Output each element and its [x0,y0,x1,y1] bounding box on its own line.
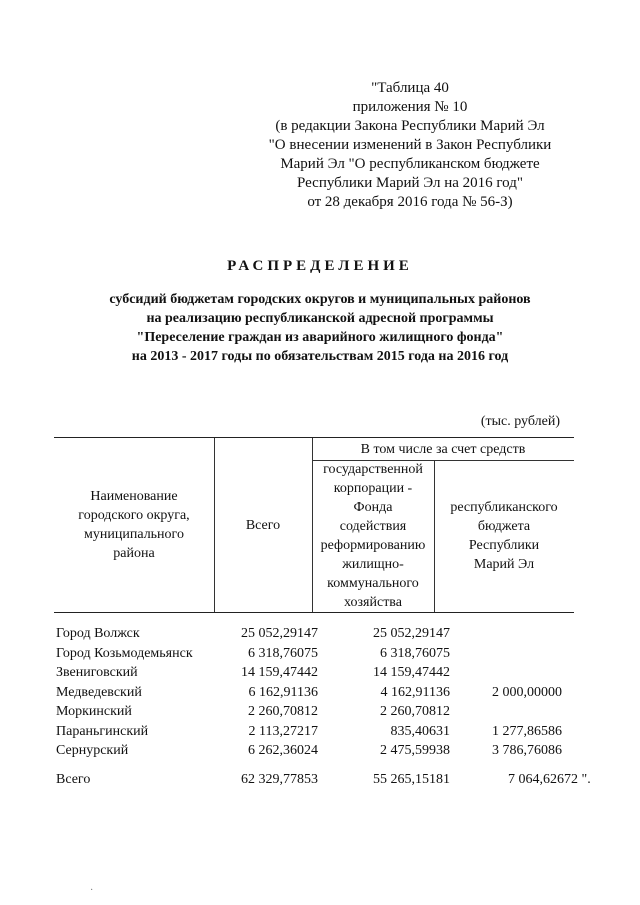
header-group [312,438,574,460]
table-row [56,722,576,742]
table-body [56,624,591,789]
subtitle-line: субсидий бюджетам городских округов и муниципальных районов [109,292,531,307]
cell-fund: 25 052,29147 [373,626,450,641]
document-subtitle [0,290,640,366]
cell-fund: 2 260,70812 [380,704,450,719]
header-line: Республики Марий Эл на 2016 год" [296,175,524,191]
cell-total: 2 113,27217 [248,723,318,739]
table-row [56,741,576,761]
header-total-label: Всего [245,517,281,533]
document-header [240,79,580,212]
cell-total: 14 159,47442 [241,665,318,680]
cell-fund: 835,40631 [390,723,450,739]
cell-name: Параньгинский [56,723,149,739]
scan-mark: · [90,885,94,896]
header-republic-column [434,460,574,612]
header-line: (в редакции Закона Республики Марий Эл [275,118,545,134]
cell-total: 25 052,29147 [241,626,318,641]
cell-fund: 6 318,76075 [380,645,450,661]
cell-name: Медведевский [56,684,142,700]
header-name-label: Наименование городского округа, муниципального района [78,489,190,561]
header-republic-label: республиканского бюджета Республики Марий Эл [450,500,558,572]
header-line: "Таблица 40 [371,80,449,96]
header-line: от 28 декабря 2016 года № 56-З) [307,194,513,210]
total-row [56,770,591,790]
table-header [54,437,574,613]
header-line: "О внесении изменений в Закон Республики [268,137,552,153]
header-line: приложения № 10 [352,99,468,115]
subtitle-line: на 2013 - 2017 годы по обязательствам 2015 года на 2016 год [131,349,509,364]
table-row [56,644,576,664]
header-group-label: В том числе за счет средств [360,441,526,457]
cell-name: Сернурский [56,743,129,758]
header-total-column [214,438,312,612]
cell-fund: 4 162,91136 [380,684,450,700]
header-name-column [54,438,214,612]
cell-republic: 1 277,86586 [492,723,562,739]
cell-total: 62 329,77853 [241,771,318,787]
cell-name: Город Козьмодемьянск [56,645,193,661]
subtitle-line: на реализацию республиканской адресной программы [146,311,494,326]
header-fund-column [312,460,434,612]
table-row [56,624,576,644]
cell-fund: 55 265,15181 [373,771,450,787]
cell-republic: 7 064,62672 ". [508,771,591,787]
cell-name: Моркинский [56,704,132,719]
document-title: РАСПРЕДЕЛЕНИЕ [227,258,413,274]
cell-republic: 2 000,00000 [492,684,562,700]
units-label: (тыс. рублей) [480,414,560,429]
cell-total: 6 262,36024 [248,743,318,758]
table-row [56,683,576,703]
cell-total: 6 162,91136 [248,684,318,700]
cell-total: 6 318,76075 [248,645,318,661]
table-row [56,702,576,722]
cell-name: Всего [56,771,91,787]
cell-republic: 3 786,76086 [492,743,562,758]
cell-name: Звениговский [56,665,138,680]
table-row [56,663,576,683]
header-fund-label: государственной корпорации - Фонда содействия реформированию жилищно- коммунального хозяйства [320,462,426,610]
subtitle-line: "Переселение граждан из аварийного жилищного фонда" [136,330,504,345]
cell-name: Город Волжск [56,626,140,641]
cell-fund: 2 475,59938 [380,743,450,758]
header-line: Марий Эл "О республиканском бюджете [280,156,540,172]
cell-total: 2 260,70812 [248,704,318,719]
cell-fund: 14 159,47442 [373,665,450,680]
